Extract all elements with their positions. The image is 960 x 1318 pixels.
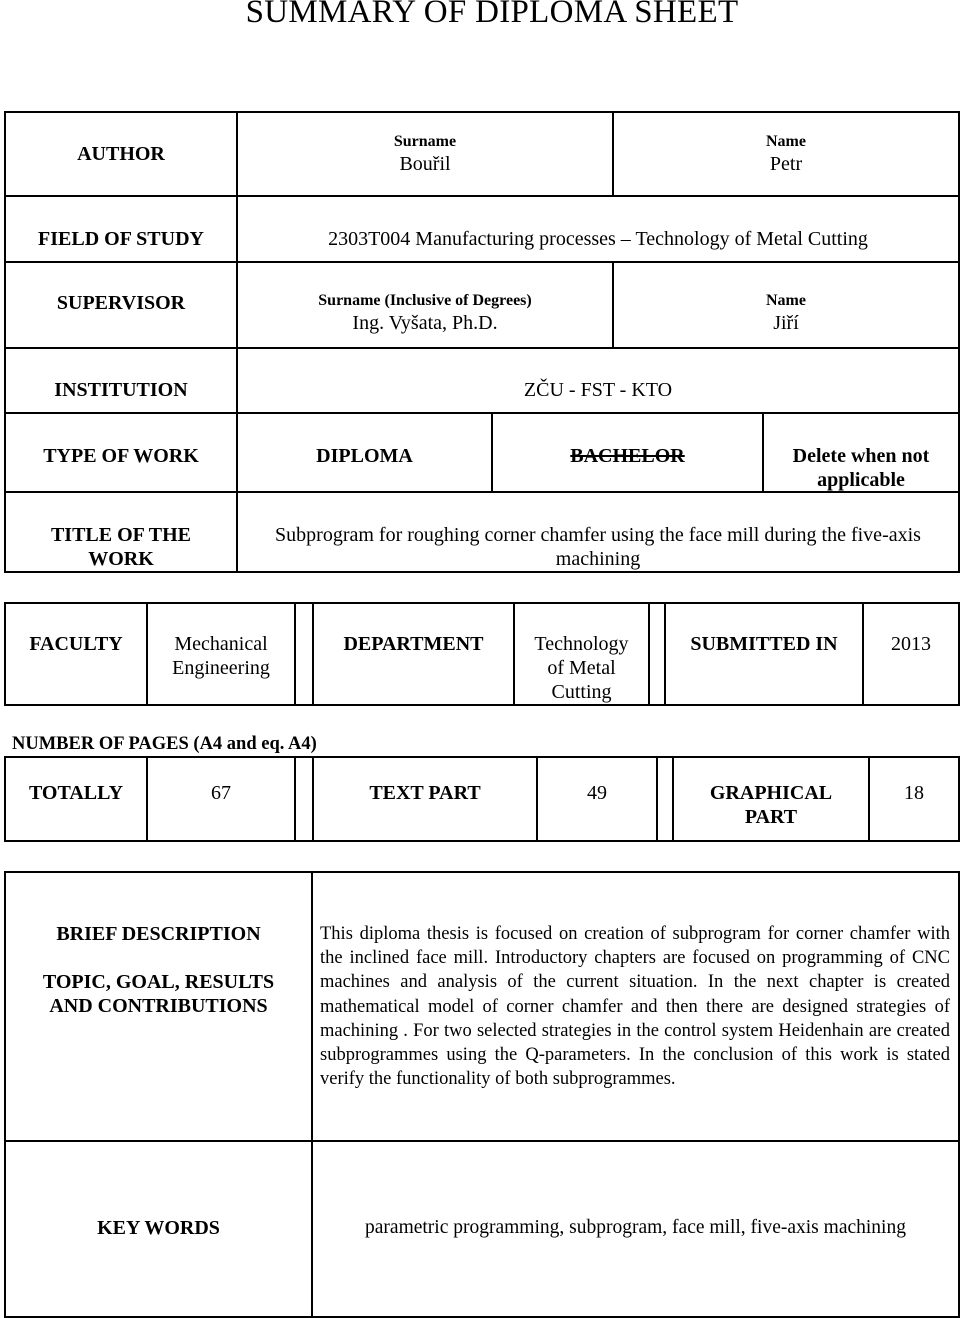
pages-heading: NUMBER OF PAGES (A4 and eq. A4) [12,734,317,754]
author-name-value: Petr [769,153,803,175]
type-of-work-bachelor-label: BACHELOR [570,445,685,467]
supervisor-label: SUPERVISOR [56,292,186,314]
type-of-work-note [764,444,958,491]
graphical-part-label [674,781,868,829]
supervisor-surname-value: Ing. Vyšata, Ph.D. [352,312,498,334]
department-value-line3: Cutting [551,681,612,703]
title-of-work-value-line1: Subprogram for roughing corner chamfer using the face mill during the five-axis [275,524,921,546]
title-of-work-label [6,523,236,571]
department-value-line2: of Metal [547,657,616,679]
type-of-work-note-line1: Delete when not [792,445,930,467]
supervisor-surname-label: Surname (Inclusive of Degrees) [318,292,532,309]
brief-label-line3: AND CONTRIBUTIONS [49,995,268,1017]
type-of-work-bachelor [493,444,762,491]
author-name-cell [614,113,958,195]
brief-description-label [6,922,311,1018]
submitted-value: 2013 [891,633,931,655]
department-value [515,632,648,704]
totally-value: 67 [211,782,231,804]
keywords-value: parametric programming, subprogram, face mill, five-axis machining [365,1217,906,1238]
graphical-part-label-line1: GRAPHICAL [709,782,833,804]
brief-label-line1: BRIEF DESCRIPTION [56,923,261,945]
title-of-work-label-line1: TITLE OF THE [50,524,192,546]
type-of-work-label: TYPE OF WORK [43,445,199,467]
supervisor-name-value: Jiří [773,312,799,334]
author-label: AUTHOR [77,143,165,165]
graphical-part-value: 18 [904,782,924,804]
totally-label: TOTALLY [28,782,124,804]
field-of-study-value: 2303T004 Manufacturing processes – Technology of Metal Cutting [328,228,868,250]
institution-value: ZČU - FST - KTO [523,378,673,401]
author-name-label: Name [766,133,806,150]
department-label: DEPARTMENT [343,633,484,655]
department-value-line1: Technology [534,633,629,655]
faculty-value [148,632,294,680]
brief-description-text: This diploma thesis is focused on creation of subprogram for corner chamfer with the inclined face mill. Introductory chapters are focused on programming of CNC machines and analysis of the current situation. In the next chapter is created mathematical model of corner chamfer and then there are designed strategies of machining . For two selected strategies in the control system Heidenhain are created subprogrammes using the Q-parameters. In the conclusion of this work is stated verify the functionality of both subprogrammes. [320,924,950,1090]
keywords-label: KEY WORDS [97,1217,220,1239]
type-of-work-note-line2: applicable [817,469,905,491]
author-surname-value: Bouřil [399,153,451,175]
text-part-value: 49 [587,782,607,804]
title-of-work-value-line2: machining [555,548,641,570]
text-part-label: TEXT PART [369,782,481,804]
submitted-label: SUBMITTED IN [690,633,838,655]
institution-label: INSTITUTION [54,378,188,401]
type-of-work-diploma: DIPLOMA [316,445,413,467]
supervisor-surname-cell [238,263,612,347]
faculty-label: FACULTY [29,633,123,655]
title-of-work-value [238,523,958,571]
supervisor-name-cell [614,263,958,347]
brief-label-line2: TOPIC, GOAL, RESULTS [42,971,275,993]
faculty-value-line1: Mechanical [174,633,268,655]
field-of-study-label: FIELD OF STUDY [38,228,204,250]
graphical-part-label-line2: PART [744,806,798,828]
author-surname-cell [238,113,612,195]
supervisor-name-label: Name [766,292,806,309]
author-surname-label: Surname [393,133,457,150]
page-title: SUMMARY OF DIPLOMA SHEET [245,0,739,30]
title-of-work-label-line2: WORK [88,548,154,570]
faculty-value-line2: Engineering [172,657,270,679]
